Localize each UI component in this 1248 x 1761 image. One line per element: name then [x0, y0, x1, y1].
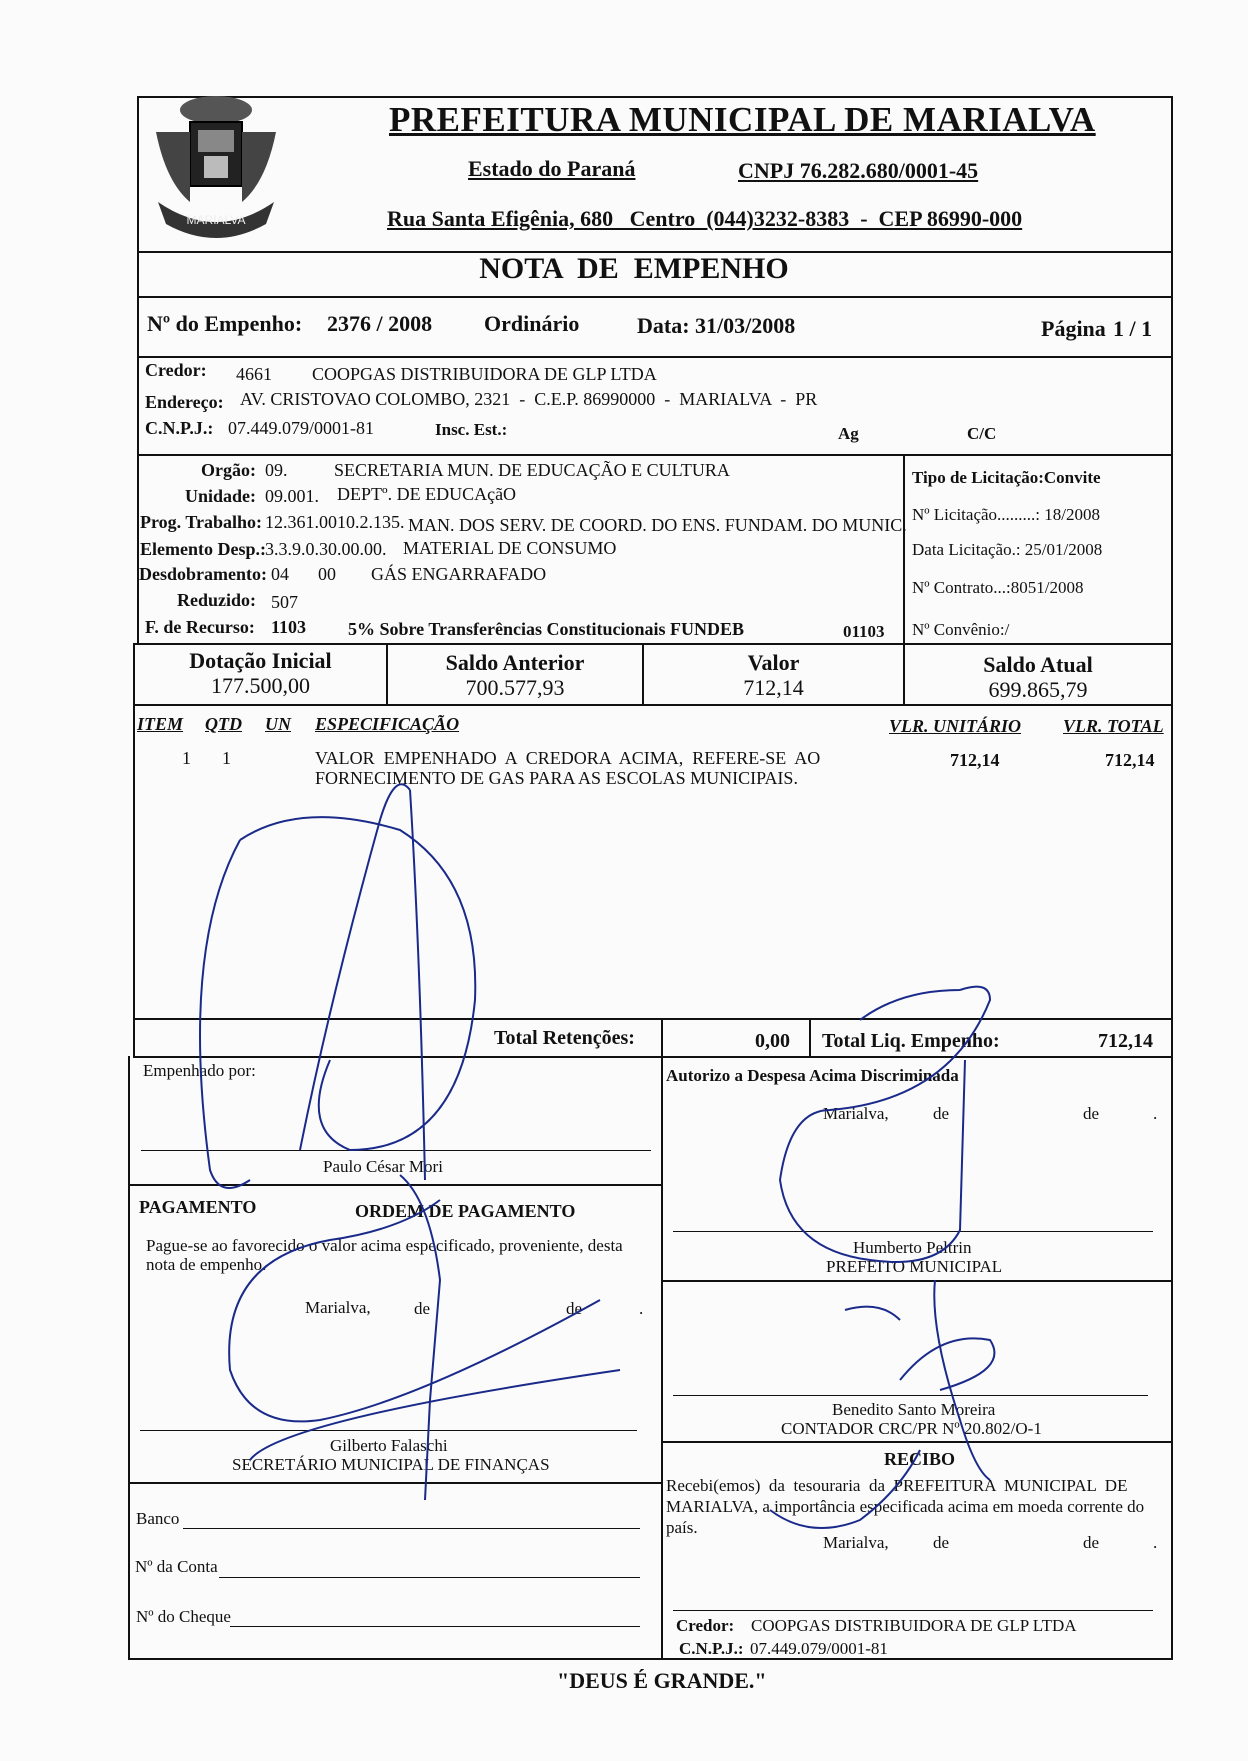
empenhado-signature-line	[141, 1150, 651, 1151]
elemento-label: Elemento Desp.:	[140, 539, 266, 559]
saldo-anterior-label: Saldo Anterior	[445, 650, 585, 675]
pagamento-signer-name: Gilberto Falaschi	[330, 1436, 448, 1455]
recibo-credor-label: Credor:	[676, 1616, 735, 1635]
retencoes-value: 0,00	[755, 1030, 790, 1052]
pagamento-period: .	[639, 1299, 644, 1318]
tipo-licitacao-text: Tipo de Licitação:Convite	[912, 468, 1101, 487]
credor-label: Credor:	[145, 360, 207, 380]
prog-trabalho-name: MAN. DOS SERV. DE COORD. DO ENS. FUNDAM. DO MUNIC.	[408, 515, 907, 535]
budget-divider	[903, 454, 905, 645]
items-header-qtd: QTD	[205, 714, 242, 734]
autorizo-city: Marialva,	[823, 1104, 889, 1123]
page-title: PREFEITURA MUNICIPAL DE MARIALVA	[389, 100, 1096, 139]
saldo-atual-label: Saldo Atual	[983, 652, 1093, 677]
lower-box	[128, 1056, 1173, 1660]
recibo-cnpj-label: C.N.P.J.:	[679, 1639, 744, 1658]
empenho-date: Data: 31/03/2008	[637, 313, 796, 338]
pagamento-city: Marialva,	[305, 1298, 371, 1317]
row-unit-value: 712,14	[950, 750, 1000, 770]
recibo-de-2: de	[1083, 1533, 1100, 1552]
valor-label: Valor	[747, 650, 800, 675]
contador-bottom-line	[663, 1441, 1171, 1443]
totals-box	[133, 1018, 1173, 1058]
pagamento-signature-line	[140, 1430, 637, 1431]
autorizo-de-1: de	[933, 1104, 950, 1123]
credor-address: AV. CRISTOVAO COLOMBO, 2321 - C.E.P. 86990000 - MARIALVA - PR	[240, 389, 818, 409]
pagamento-text-2: nota de empenho.	[146, 1255, 267, 1274]
liquido-value: 712,14	[1098, 1030, 1153, 1052]
prefeitura-address: Rua Santa Efigênia, 680 Centro (044)3232-8383 - CEP 86990-000	[387, 206, 1023, 231]
saldo-atual-value: 699.865,79	[988, 677, 1088, 702]
agency-label: Ag	[838, 424, 859, 443]
empenhado-label: Empenhado por:	[143, 1061, 256, 1080]
row-spec-line-1: VALOR EMPENHADO A CREDORA ACIMA, REFERE-SE AO	[315, 748, 821, 768]
items-header-total: VLR. TOTAL	[1063, 716, 1164, 736]
autorizo-signer-name: Humberto Peltrin	[853, 1238, 972, 1257]
contador-role: CONTADOR CRC/PR Nº 20.802/O-1	[781, 1419, 1042, 1438]
recibo-text-2: MARIALVA, a importância especificada acima em moeda corrente do	[666, 1497, 1145, 1516]
orgao-label: Orgão:	[201, 460, 256, 480]
elemento-name: MATERIAL DE CONSUMO	[403, 538, 617, 558]
items-header-spec: ESPECIFICAÇÃO	[315, 714, 460, 734]
banco-field[interactable]	[183, 1528, 640, 1529]
ordem-pagamento-title: ORDEM DE PAGAMENTO	[355, 1201, 576, 1221]
autorizo-de-2: de	[1083, 1104, 1100, 1123]
unidade-label: Unidade:	[184, 486, 256, 506]
recibo-signature-line	[673, 1610, 1153, 1611]
empenho-number-label: Nº do Empenho:	[147, 311, 303, 336]
footer-motto: "DEUS É GRANDE."	[557, 1668, 767, 1693]
state-name: Estado do Paraná	[468, 156, 636, 181]
account-label: C/C	[967, 424, 997, 443]
empenho-number: 2376 / 2008	[327, 311, 433, 336]
row-total-value: 712,14	[1105, 750, 1155, 770]
desdobramento-code: 04	[271, 564, 289, 584]
orgao-name: SECRETARIA MUN. DE EDUCAÇÃO E CULTURA	[334, 460, 730, 480]
conta-label: Nº da Conta	[135, 1557, 218, 1576]
row-qtd: 1	[222, 748, 231, 768]
unidade-code: 09.001.	[265, 486, 319, 506]
conta-field[interactable]	[219, 1577, 640, 1578]
recibo-period: .	[1153, 1533, 1158, 1552]
numero-licitacao: Nº Licitação.........: 18/2008	[912, 505, 1100, 524]
prog-trabalho-label: Prog. Trabalho:	[140, 512, 263, 532]
pagamento-label: PAGAMENTO	[139, 1197, 257, 1217]
saldo-anterior-value: 700.577,93	[465, 675, 565, 700]
dotacao-value: 177.500,00	[211, 673, 310, 698]
data-licitacao: Data Licitação.: 25/01/2008	[912, 540, 1103, 559]
reduzido-label: Reduzido:	[176, 590, 256, 610]
recibo-text-1: Recebi(emos) da tesouraria da PREFEITURA MUNICIPAL DE	[666, 1476, 1128, 1495]
page-label: Página	[1041, 316, 1106, 341]
prefeitura-cnpj: CNPJ 76.282.680/0001-45	[738, 158, 979, 183]
autorizo-signer-role: PREFEITO MUNICIPAL	[826, 1257, 1003, 1276]
banco-label: Banco	[136, 1509, 180, 1528]
items-header-unit: VLR. UNITÁRIO	[889, 716, 1022, 736]
pagamento-de-1: de	[414, 1299, 431, 1318]
dotacao-label: Dotação Inicial	[189, 648, 332, 673]
orgao-code: 09.	[265, 460, 288, 480]
row-spec-line-2: FORNECIMENTO DE GAS PARA AS ESCOLAS MUNICIPAIS.	[315, 768, 798, 788]
liquido-label: Total Liq. Empenho:	[822, 1030, 1000, 1052]
credor-name: COOPGAS DISTRIBUIDORA DE GLP LTDA	[312, 364, 657, 384]
pagamento-bottom-line	[130, 1482, 661, 1484]
reduzido-value: 507	[271, 592, 298, 612]
retencoes-label: Total Retenções:	[494, 1027, 635, 1049]
svg-text:MARIALVA: MARIALVA	[186, 213, 246, 227]
autorizo-signature-line	[673, 1231, 1153, 1232]
desdobramento-name: GÁS ENGARRAFADO	[371, 564, 547, 584]
recibo-credor-name: COOPGAS DISTRIBUIDORA DE GLP LTDA	[751, 1616, 1077, 1635]
empenho-type: Ordinário	[484, 311, 580, 336]
credor-code: 4661	[236, 364, 272, 384]
autorizo-bottom-line	[663, 1280, 1171, 1282]
items-header-item: ITEM	[137, 714, 184, 734]
recibo-city: Marialva,	[823, 1533, 889, 1552]
cheque-label: Nº do Cheque	[136, 1607, 231, 1626]
fonte-recurso-name: 5% Sobre Transferências Constitucionais FUNDEB	[348, 619, 745, 639]
contador-name: Benedito Santo Moreira	[832, 1400, 996, 1419]
numero-convenio: Nº Convênio:/	[912, 620, 1010, 639]
items-header-un: UN	[265, 714, 291, 734]
numero-contrato: Nº Contrato...:8051/2008	[912, 578, 1084, 597]
recibo-cnpj: 07.449.079/0001-81	[750, 1639, 888, 1658]
desdobramento-sub: 00	[318, 564, 336, 584]
unidade-name: DEPTº. DE EDUCAçãO	[337, 484, 517, 504]
page-number: 1 / 1	[1113, 316, 1153, 341]
recibo-text-3: país.	[666, 1518, 698, 1537]
recibo-de-1: de	[933, 1533, 950, 1552]
pagamento-de-2: de	[566, 1299, 583, 1318]
totals-divider-2	[809, 1018, 811, 1058]
elemento-code: 3.3.9.0.30.00.00.	[265, 539, 387, 559]
pagamento-text-1: Pague-se ao favorecido o valor acima especificado, proveniente, desta	[146, 1236, 623, 1255]
endereco-label: Endereço:	[145, 392, 224, 412]
pagamento-signer-role: SECRETÁRIO MUNICIPAL DE FINANÇAS	[232, 1455, 550, 1474]
fonte-recurso-label: F. de Recurso:	[145, 617, 255, 637]
autorizo-period: .	[1153, 1104, 1158, 1123]
desdobramento-label: Desdobramento:	[139, 564, 267, 584]
totals-divider-1	[661, 1018, 663, 1058]
fonte-recurso-number: 01103	[843, 622, 885, 641]
autorizo-label: Autorizo a Despesa Acima Discriminada	[666, 1066, 959, 1085]
contador-signature-line	[673, 1395, 1148, 1396]
prog-trabalho-code: 12.361.0010.2.135.	[265, 512, 405, 532]
empenhado-name: Paulo César Mori	[323, 1157, 443, 1176]
credor-cnpj: 07.449.079/0001-81	[228, 418, 374, 438]
credor-cnpj-label: C.N.P.J.:	[145, 418, 214, 438]
municipal-coat-of-arms	[146, 92, 286, 242]
cheque-field[interactable]	[230, 1626, 640, 1627]
document-title: NOTA DE EMPENHO	[479, 252, 789, 285]
recibo-title: RECIBO	[884, 1449, 956, 1469]
row-item: 1	[182, 748, 191, 768]
fonte-recurso-code: 1103	[271, 617, 307, 637]
lower-divider	[661, 1056, 663, 1660]
insc-est-label: Insc. Est.:	[435, 420, 508, 439]
valor-value: 712,14	[743, 675, 804, 700]
empenhado-bottom-line	[130, 1184, 661, 1186]
tipo-licitacao	[912, 468, 1101, 488]
